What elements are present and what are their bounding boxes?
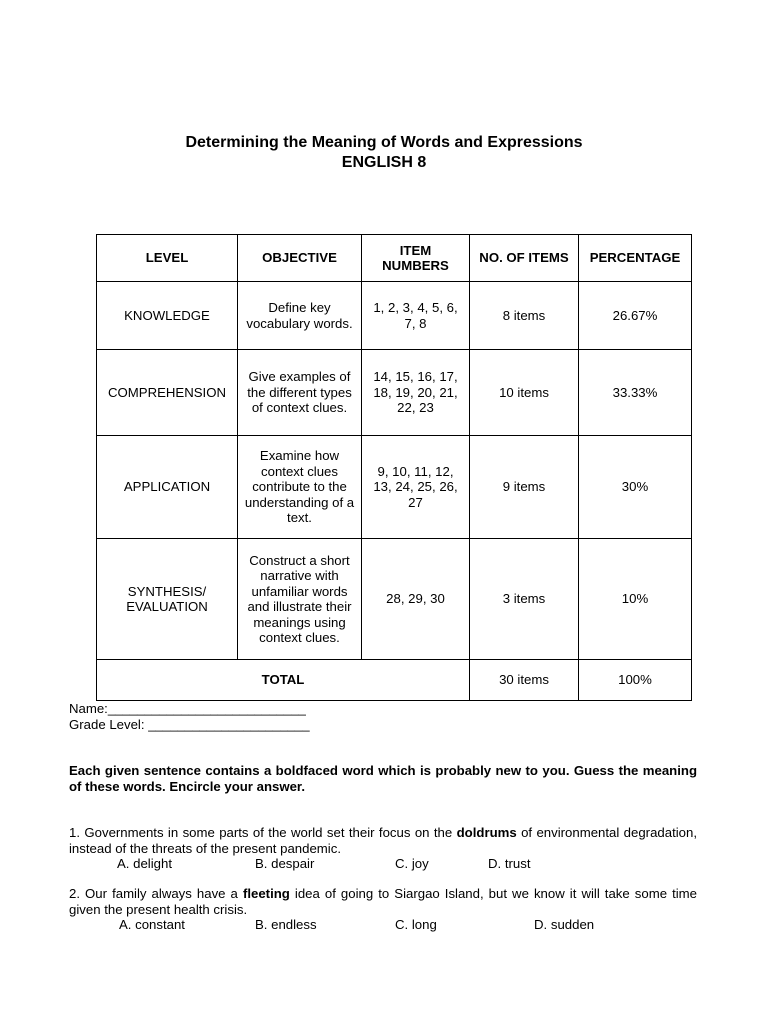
cell-no-of-items: 9 items — [470, 436, 579, 539]
boldfaced-word: fleeting — [242, 886, 290, 901]
table-row — [97, 436, 692, 539]
cell-level: SYNTHESIS/ EVALUATION — [97, 539, 238, 660]
name-blank: ___________________________ — [107, 701, 306, 716]
table-row — [97, 350, 692, 436]
title-line-2: ENGLISH 8 — [341, 154, 427, 171]
header-level: LEVEL — [97, 235, 238, 282]
cell-objective: Examine how context clues contribute to the understanding of a text. — [238, 436, 362, 539]
cell-percentage: 33.33% — [579, 350, 692, 436]
choice-d[interactable]: D. trust — [488, 856, 531, 871]
question-item — [69, 886, 697, 933]
cell-no-of-items: 3 items — [470, 539, 579, 660]
cell-total-percentage: 100% — [579, 660, 692, 701]
choice-a[interactable]: A. constant — [119, 917, 185, 932]
name-line — [69, 701, 310, 717]
cell-total-label: TOTAL — [97, 660, 470, 701]
title-line-1: Determining the Meaning of Words and Expressions — [185, 134, 583, 151]
choice-b[interactable]: B. despair — [255, 856, 315, 871]
choice-c[interactable]: C. joy — [395, 856, 429, 871]
question-item — [69, 825, 697, 872]
table-total-row — [97, 660, 692, 701]
choice-a[interactable]: A. delight — [117, 856, 172, 871]
table-row — [97, 282, 692, 350]
cell-level: COMPREHENSION — [97, 350, 238, 436]
cell-level: APPLICATION — [97, 436, 238, 539]
cell-objective: Define key vocabulary words. — [238, 282, 362, 350]
cell-item-numbers: 28, 29, 30 — [362, 539, 470, 660]
cell-percentage: 26.67% — [579, 282, 692, 350]
cell-no-of-items: 10 items — [470, 350, 579, 436]
cell-item-numbers: 14, 15, 16, 17, 18, 19, 20, 21, 22, 23 — [362, 350, 470, 436]
answer-choices — [69, 917, 697, 933]
choice-d[interactable]: D. sudden — [534, 917, 595, 932]
student-info — [69, 701, 310, 733]
cell-no-of-items: 8 items — [470, 282, 579, 350]
choice-c[interactable]: C. long — [395, 917, 437, 932]
choice-b[interactable]: B. endless — [255, 917, 317, 932]
cell-level: KNOWLEDGE — [97, 282, 238, 350]
header-objective: OBJECTIVE — [238, 235, 362, 282]
table-row — [97, 539, 692, 660]
question-text — [69, 886, 697, 917]
header-item-numbers: ITEM NUMBERS — [362, 235, 470, 282]
cell-item-numbers: 1, 2, 3, 4, 5, 6, 7, 8 — [362, 282, 470, 350]
document-title — [0, 133, 768, 173]
cell-objective: Construct a short narrative with unfamiliar words and illustrate their meanings using context clues. — [238, 539, 362, 660]
grade-level-line — [69, 717, 310, 733]
question-text-before: 2. Our family always have a — [69, 886, 243, 901]
question-text-after: of environmental degradation, instead of the threats of the present pandemic. — [69, 825, 697, 856]
cell-percentage: 30% — [579, 436, 692, 539]
instructions: Each given sentence contains a boldfaced word which is probably new to you. Guess the meaning of these words. Encircle your answer. — [69, 763, 697, 794]
table-header-row — [97, 235, 692, 282]
grade-level-blank: ______________________ — [148, 717, 310, 732]
question-text-before: 1. Governments in some parts of the world set their focus on the — [69, 825, 457, 840]
boldfaced-word: doldrums — [456, 825, 517, 840]
cell-item-numbers: 9, 10, 11, 12, 13, 24, 25, 26, 27 — [362, 436, 470, 539]
grade-level-label: Grade Level: — [69, 717, 145, 732]
name-label: Name: — [69, 701, 108, 716]
header-no-of-items: NO. OF ITEMS — [470, 235, 579, 282]
question-text — [69, 825, 697, 856]
cell-percentage: 10% — [579, 539, 692, 660]
cell-total-items: 30 items — [470, 660, 579, 701]
cell-objective: Give examples of the different types of context clues. — [238, 350, 362, 436]
question-text-after: idea of going to Siargao Island, but we know it will take some time given the present health crisis. — [69, 886, 697, 917]
header-percentage: PERCENTAGE — [579, 235, 692, 282]
answer-choices — [69, 856, 697, 872]
table-of-specifications — [96, 234, 692, 701]
